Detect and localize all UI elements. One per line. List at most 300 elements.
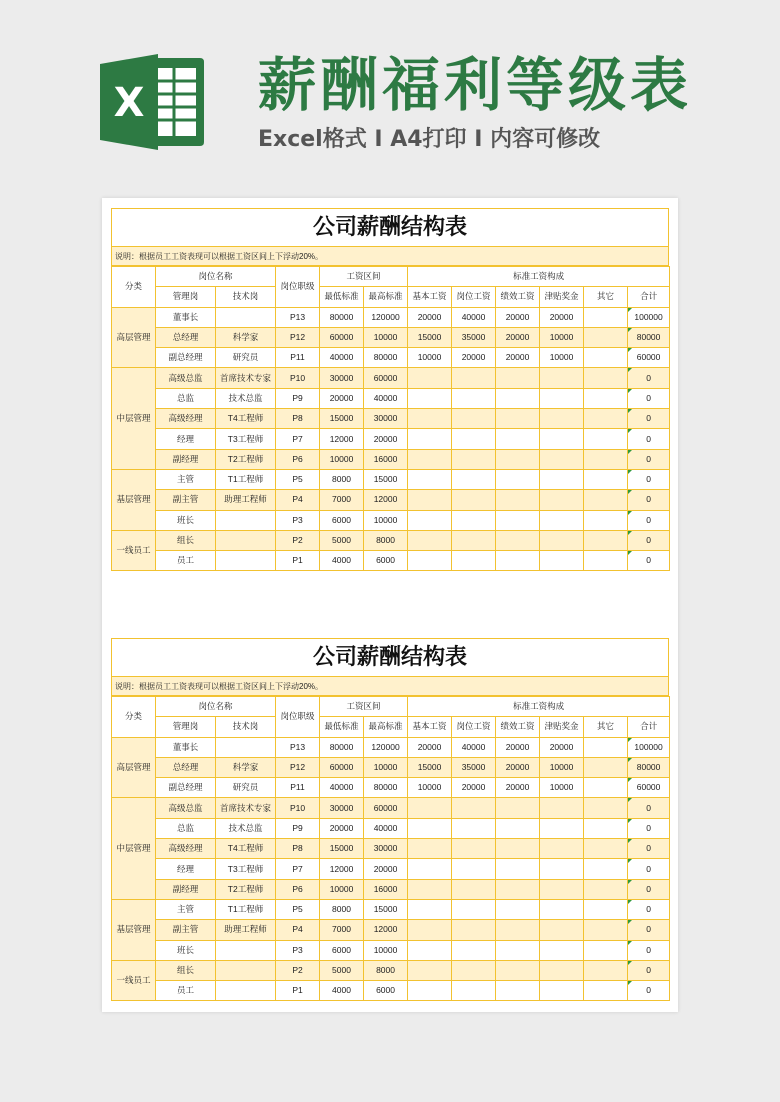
table-row	[112, 798, 670, 818]
technical-cell: 助理工程师	[216, 490, 276, 510]
min-cell: 30000	[320, 368, 364, 388]
allowance-cell	[540, 981, 584, 1001]
technical-cell	[216, 510, 276, 530]
max-cell: 10000	[364, 757, 408, 777]
min-cell: 20000	[320, 388, 364, 408]
technical-cell: 技术总监	[216, 388, 276, 408]
performance-cell	[496, 899, 540, 919]
other-cell	[584, 530, 628, 550]
header-max: 最高标准	[364, 717, 408, 737]
header-allowance: 津贴奖金	[540, 717, 584, 737]
management-cell: 总经理	[156, 757, 216, 777]
min-cell: 60000	[320, 327, 364, 347]
table-row	[112, 469, 670, 489]
technical-cell	[216, 960, 276, 980]
post-cell	[452, 429, 496, 449]
category-cell: 中层管理	[112, 798, 156, 899]
other-cell	[584, 490, 628, 510]
min-cell: 8000	[320, 899, 364, 919]
post-cell: 35000	[452, 757, 496, 777]
technical-cell: 研究员	[216, 778, 276, 798]
max-cell: 20000	[364, 859, 408, 879]
logo-letter: X	[113, 80, 145, 126]
post-cell	[452, 960, 496, 980]
base-cell	[408, 368, 452, 388]
max-cell: 8000	[364, 530, 408, 550]
management-cell: 班长	[156, 940, 216, 960]
header-category: 分类	[112, 267, 156, 308]
other-cell	[584, 551, 628, 571]
table-row	[112, 899, 670, 919]
table-row	[112, 818, 670, 838]
level-cell: P5	[276, 899, 320, 919]
technical-cell: 科学家	[216, 757, 276, 777]
min-cell: 5000	[320, 530, 364, 550]
table-row	[112, 327, 670, 347]
performance-cell	[496, 409, 540, 429]
sheet-title: 公司薪酬结构表	[111, 638, 669, 676]
performance-cell	[496, 960, 540, 980]
technical-cell: T1工程师	[216, 469, 276, 489]
banner	[0, 0, 780, 200]
excel-icon	[100, 52, 208, 152]
performance-cell	[496, 510, 540, 530]
table-row	[112, 449, 670, 469]
performance-cell	[496, 859, 540, 879]
allowance-cell	[540, 429, 584, 449]
management-cell: 副主管	[156, 490, 216, 510]
min-cell: 4000	[320, 981, 364, 1001]
allowance-cell	[540, 368, 584, 388]
management-cell: 副经理	[156, 449, 216, 469]
management-cell: 高级总监	[156, 368, 216, 388]
total-cell: 0	[628, 490, 670, 510]
salary-sheet	[111, 208, 669, 571]
max-cell: 15000	[364, 899, 408, 919]
performance-cell	[496, 449, 540, 469]
level-cell: P1	[276, 551, 320, 571]
management-cell: 高级经理	[156, 839, 216, 859]
technical-cell	[216, 530, 276, 550]
post-cell	[452, 859, 496, 879]
base-cell: 15000	[408, 757, 452, 777]
table-row	[112, 879, 670, 899]
level-cell: P2	[276, 530, 320, 550]
allowance-cell: 10000	[540, 348, 584, 368]
header-other: 其它	[584, 717, 628, 737]
performance-cell: 20000	[496, 307, 540, 327]
performance-cell	[496, 798, 540, 818]
header-performance: 绩效工资	[496, 717, 540, 737]
table-row	[112, 940, 670, 960]
max-cell: 16000	[364, 879, 408, 899]
base-cell	[408, 839, 452, 859]
technical-cell	[216, 981, 276, 1001]
technical-cell: T4工程师	[216, 839, 276, 859]
management-cell: 组长	[156, 530, 216, 550]
base-cell	[408, 490, 452, 510]
max-cell: 10000	[364, 510, 408, 530]
header-management: 管理岗	[156, 717, 216, 737]
performance-cell	[496, 551, 540, 571]
header-management: 管理岗	[156, 287, 216, 307]
table-row	[112, 737, 670, 757]
technical-cell: T3工程师	[216, 429, 276, 449]
header-level: 岗位职级	[276, 267, 320, 308]
other-cell	[584, 409, 628, 429]
header-other: 其它	[584, 287, 628, 307]
level-cell: P11	[276, 778, 320, 798]
post-cell: 40000	[452, 307, 496, 327]
header-min: 最低标准	[320, 717, 364, 737]
base-cell	[408, 920, 452, 940]
header-total: 合计	[628, 717, 670, 737]
table-row	[112, 490, 670, 510]
total-cell: 100000	[628, 737, 670, 757]
allowance-cell	[540, 551, 584, 571]
allowance-cell	[540, 960, 584, 980]
table-row	[112, 757, 670, 777]
sheet-note: 说明：根据员工工资表现可以根据工资区间上下浮动20%。	[111, 676, 669, 696]
post-cell	[452, 920, 496, 940]
table-row	[112, 839, 670, 859]
level-cell: P9	[276, 388, 320, 408]
total-cell: 0	[628, 859, 670, 879]
total-cell: 0	[628, 981, 670, 1001]
post-cell: 20000	[452, 348, 496, 368]
min-cell: 40000	[320, 348, 364, 368]
category-cell: 高层管理	[112, 307, 156, 368]
min-cell: 20000	[320, 818, 364, 838]
other-cell	[584, 737, 628, 757]
other-cell	[584, 757, 628, 777]
salary-table	[111, 696, 670, 1001]
allowance-cell	[540, 798, 584, 818]
table-row	[112, 859, 670, 879]
header-min: 最低标准	[320, 287, 364, 307]
header-position-name: 岗位名称	[156, 697, 276, 717]
technical-cell	[216, 551, 276, 571]
base-cell: 20000	[408, 737, 452, 757]
performance-cell: 20000	[496, 348, 540, 368]
base-cell	[408, 388, 452, 408]
min-cell: 5000	[320, 960, 364, 980]
base-cell: 10000	[408, 778, 452, 798]
post-cell	[452, 469, 496, 489]
post-cell	[452, 899, 496, 919]
other-cell	[584, 839, 628, 859]
allowance-cell: 20000	[540, 307, 584, 327]
total-cell: 100000	[628, 307, 670, 327]
category-cell: 基层管理	[112, 469, 156, 530]
header-technical: 技术岗	[216, 287, 276, 307]
allowance-cell	[540, 818, 584, 838]
min-cell: 4000	[320, 551, 364, 571]
total-cell: 60000	[628, 778, 670, 798]
min-cell: 6000	[320, 510, 364, 530]
performance-cell	[496, 818, 540, 838]
post-cell: 20000	[452, 778, 496, 798]
allowance-cell: 10000	[540, 757, 584, 777]
management-cell: 高级经理	[156, 409, 216, 429]
level-cell: P12	[276, 327, 320, 347]
table-row	[112, 960, 670, 980]
total-cell: 0	[628, 530, 670, 550]
other-cell	[584, 879, 628, 899]
min-cell: 15000	[320, 839, 364, 859]
category-cell: 基层管理	[112, 899, 156, 960]
total-cell: 0	[628, 388, 670, 408]
base-cell	[408, 551, 452, 571]
post-cell	[452, 388, 496, 408]
level-cell: P8	[276, 409, 320, 429]
post-cell	[452, 368, 496, 388]
base-cell	[408, 409, 452, 429]
max-cell: 6000	[364, 981, 408, 1001]
table-row	[112, 920, 670, 940]
table-row	[112, 307, 670, 327]
max-cell: 15000	[364, 469, 408, 489]
management-cell: 副总经理	[156, 348, 216, 368]
header-row	[112, 267, 670, 287]
min-cell: 10000	[320, 879, 364, 899]
level-cell: P4	[276, 490, 320, 510]
total-cell: 0	[628, 368, 670, 388]
performance-cell: 20000	[496, 778, 540, 798]
management-cell: 经理	[156, 859, 216, 879]
base-cell	[408, 530, 452, 550]
allowance-cell	[540, 839, 584, 859]
other-cell	[584, 429, 628, 449]
header-row	[112, 697, 670, 717]
min-cell: 80000	[320, 307, 364, 327]
header-allowance: 津贴奖金	[540, 287, 584, 307]
post-cell	[452, 490, 496, 510]
sheet-note: 说明：根据员工工资表现可以根据工资区间上下浮动20%。	[111, 246, 669, 266]
level-cell: P6	[276, 879, 320, 899]
post-cell	[452, 879, 496, 899]
max-cell: 80000	[364, 778, 408, 798]
other-cell	[584, 307, 628, 327]
max-cell: 80000	[364, 348, 408, 368]
page-subtitle: Excel格式 I A4打印 I 内容可修改	[258, 127, 601, 152]
management-cell: 主管	[156, 899, 216, 919]
base-cell	[408, 981, 452, 1001]
allowance-cell	[540, 510, 584, 530]
header-base: 基本工资	[408, 287, 452, 307]
other-cell	[584, 368, 628, 388]
total-cell: 80000	[628, 327, 670, 347]
allowance-cell	[540, 490, 584, 510]
technical-cell: T2工程师	[216, 879, 276, 899]
total-cell: 0	[628, 940, 670, 960]
other-cell	[584, 778, 628, 798]
allowance-cell	[540, 879, 584, 899]
management-cell: 经理	[156, 429, 216, 449]
total-cell: 0	[628, 409, 670, 429]
header-salary-range: 工资区间	[320, 697, 408, 717]
post-cell	[452, 818, 496, 838]
post-cell	[452, 940, 496, 960]
category-cell: 一线员工	[112, 960, 156, 1001]
level-cell: P6	[276, 449, 320, 469]
category-cell: 高层管理	[112, 737, 156, 798]
base-cell: 15000	[408, 327, 452, 347]
max-cell: 12000	[364, 920, 408, 940]
base-cell	[408, 859, 452, 879]
performance-cell: 20000	[496, 327, 540, 347]
technical-cell	[216, 737, 276, 757]
level-cell: P7	[276, 429, 320, 449]
table-row	[112, 368, 670, 388]
level-cell: P9	[276, 818, 320, 838]
header-category: 分类	[112, 697, 156, 738]
management-cell: 高级总监	[156, 798, 216, 818]
technical-cell: 科学家	[216, 327, 276, 347]
base-cell	[408, 469, 452, 489]
min-cell: 7000	[320, 490, 364, 510]
base-cell: 20000	[408, 307, 452, 327]
header-post: 岗位工资	[452, 717, 496, 737]
level-cell: P11	[276, 348, 320, 368]
min-cell: 6000	[320, 940, 364, 960]
management-cell: 总监	[156, 818, 216, 838]
document-page	[102, 198, 678, 1012]
performance-cell	[496, 429, 540, 449]
category-cell: 中层管理	[112, 368, 156, 469]
post-cell	[452, 409, 496, 429]
base-cell	[408, 960, 452, 980]
other-cell	[584, 940, 628, 960]
base-cell: 10000	[408, 348, 452, 368]
other-cell	[584, 469, 628, 489]
performance-cell	[496, 839, 540, 859]
header-level: 岗位职级	[276, 697, 320, 738]
table-row	[112, 409, 670, 429]
base-cell	[408, 429, 452, 449]
table-row	[112, 388, 670, 408]
level-cell: P3	[276, 940, 320, 960]
max-cell: 6000	[364, 551, 408, 571]
min-cell: 7000	[320, 920, 364, 940]
header-technical: 技术岗	[216, 717, 276, 737]
management-cell: 副主管	[156, 920, 216, 940]
level-cell: P8	[276, 839, 320, 859]
header-row	[112, 717, 670, 737]
max-cell: 60000	[364, 368, 408, 388]
total-cell: 0	[628, 839, 670, 859]
table-row	[112, 551, 670, 571]
base-cell	[408, 940, 452, 960]
other-cell	[584, 510, 628, 530]
table-row	[112, 429, 670, 449]
total-cell: 0	[628, 879, 670, 899]
min-cell: 12000	[320, 859, 364, 879]
technical-cell: 研究员	[216, 348, 276, 368]
total-cell: 0	[628, 510, 670, 530]
header-row	[112, 287, 670, 307]
table-row	[112, 981, 670, 1001]
header-max: 最高标准	[364, 287, 408, 307]
performance-cell: 20000	[496, 737, 540, 757]
level-cell: P12	[276, 757, 320, 777]
allowance-cell	[540, 940, 584, 960]
max-cell: 10000	[364, 940, 408, 960]
page-title: 薪酬福利等级表	[258, 51, 693, 119]
management-cell: 副总经理	[156, 778, 216, 798]
management-cell: 员工	[156, 981, 216, 1001]
max-cell: 60000	[364, 798, 408, 818]
total-cell: 0	[628, 469, 670, 489]
performance-cell	[496, 469, 540, 489]
technical-cell: 助理工程师	[216, 920, 276, 940]
level-cell: P4	[276, 920, 320, 940]
technical-cell: 首席技术专家	[216, 368, 276, 388]
base-cell	[408, 899, 452, 919]
other-cell	[584, 327, 628, 347]
other-cell	[584, 388, 628, 408]
header-salary-range: 工资区间	[320, 267, 408, 287]
allowance-cell	[540, 920, 584, 940]
level-cell: P10	[276, 798, 320, 818]
total-cell: 0	[628, 899, 670, 919]
base-cell	[408, 449, 452, 469]
level-cell: P7	[276, 859, 320, 879]
management-cell: 总监	[156, 388, 216, 408]
management-cell: 班长	[156, 510, 216, 530]
performance-cell	[496, 920, 540, 940]
allowance-cell	[540, 859, 584, 879]
other-cell	[584, 449, 628, 469]
allowance-cell: 10000	[540, 327, 584, 347]
post-cell	[452, 839, 496, 859]
min-cell: 10000	[320, 449, 364, 469]
max-cell: 30000	[364, 839, 408, 859]
level-cell: P3	[276, 510, 320, 530]
header-post: 岗位工资	[452, 287, 496, 307]
allowance-cell	[540, 449, 584, 469]
min-cell: 8000	[320, 469, 364, 489]
post-cell	[452, 449, 496, 469]
allowance-cell: 20000	[540, 737, 584, 757]
level-cell: P1	[276, 981, 320, 1001]
header-total: 合计	[628, 287, 670, 307]
max-cell: 20000	[364, 429, 408, 449]
technical-cell: 技术总监	[216, 818, 276, 838]
base-cell	[408, 879, 452, 899]
level-cell: P2	[276, 960, 320, 980]
management-cell: 员工	[156, 551, 216, 571]
min-cell: 60000	[320, 757, 364, 777]
header-composition: 标准工资构成	[408, 267, 670, 287]
min-cell: 80000	[320, 737, 364, 757]
max-cell: 120000	[364, 307, 408, 327]
base-cell	[408, 510, 452, 530]
base-cell	[408, 818, 452, 838]
max-cell: 12000	[364, 490, 408, 510]
max-cell: 40000	[364, 388, 408, 408]
technical-cell: T2工程师	[216, 449, 276, 469]
max-cell: 16000	[364, 449, 408, 469]
max-cell: 30000	[364, 409, 408, 429]
other-cell	[584, 818, 628, 838]
allowance-cell	[540, 530, 584, 550]
min-cell: 15000	[320, 409, 364, 429]
level-cell: P13	[276, 737, 320, 757]
allowance-cell	[540, 388, 584, 408]
post-cell: 40000	[452, 737, 496, 757]
total-cell: 0	[628, 920, 670, 940]
